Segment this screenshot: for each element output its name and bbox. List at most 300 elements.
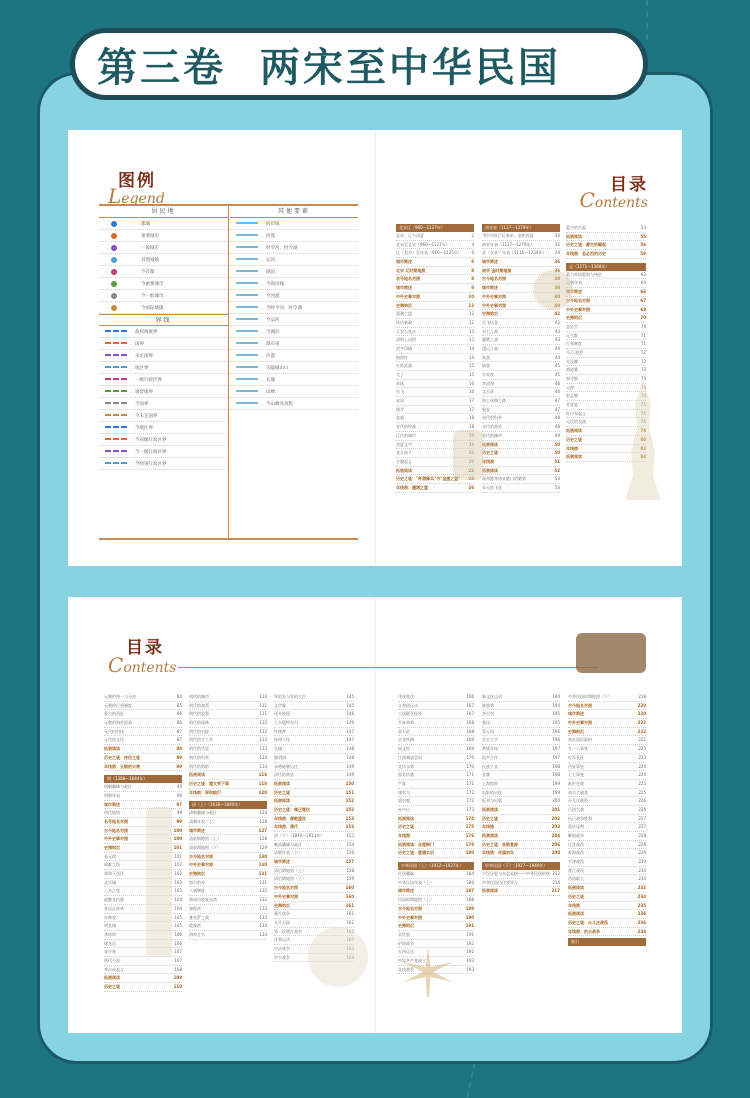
toc-entry[interactable] (482, 693, 560, 702)
legend-label: 今一般城市 (141, 293, 164, 299)
toc-entry[interactable] (568, 728, 646, 737)
toc-entry-title: 理学 (396, 406, 404, 412)
toc-entry-title: 拓展阅读 (396, 467, 412, 473)
toc-entry-page: 16 (468, 389, 474, 395)
toc-entry[interactable] (274, 745, 354, 754)
toc-entry[interactable] (274, 710, 354, 719)
toc-entry[interactable] (104, 728, 182, 737)
toc-entry-page: 166 (466, 694, 474, 699)
toc-entry[interactable] (482, 406, 560, 415)
toc-entry-page: 178 (465, 841, 474, 847)
toc-entry[interactable] (398, 823, 474, 832)
toc-entry[interactable] (104, 792, 182, 801)
toc-entry[interactable] (274, 806, 354, 815)
toc-entry[interactable] (398, 849, 474, 858)
toc-entry[interactable] (568, 693, 646, 702)
toc-entry[interactable] (568, 928, 646, 937)
toc-entry[interactable] (274, 702, 354, 711)
toc-entry-page: 16 (468, 380, 474, 386)
toc-entry[interactable] (568, 841, 646, 850)
toc-entry-title: 岳飞 (396, 389, 404, 395)
volume-title: 第三卷 两宋至中华民国 (97, 44, 561, 91)
toc-entry[interactable] (189, 702, 267, 711)
toc-entry[interactable] (566, 401, 646, 410)
toc-entry[interactable] (104, 763, 182, 772)
toc-entry[interactable] (482, 328, 560, 337)
toc-entry[interactable] (482, 745, 560, 754)
toc-entry[interactable] (482, 362, 560, 371)
toc-entry[interactable] (398, 789, 474, 798)
toc-entry[interactable] (482, 388, 560, 397)
toc-entry[interactable] (482, 789, 560, 798)
toc-entry[interactable] (104, 702, 182, 711)
toc-entry[interactable] (189, 887, 267, 896)
toc-entry[interactable] (482, 380, 560, 389)
toc-entry[interactable] (568, 736, 646, 745)
toc-entry[interactable] (482, 475, 560, 484)
toc-entry[interactable] (396, 319, 474, 328)
toc-entry-title: 方腊起义 (396, 458, 412, 464)
toc-entry[interactable] (482, 432, 560, 441)
legend-row (230, 242, 358, 254)
toc-entry[interactable] (482, 870, 560, 879)
toc-entry[interactable] (189, 914, 267, 923)
toc-entry[interactable] (398, 815, 474, 824)
toc-entry[interactable] (189, 818, 267, 827)
toc-entry-page: 236 (637, 919, 646, 925)
toc-entry[interactable] (566, 314, 646, 323)
toc-entry[interactable] (189, 827, 267, 836)
toc-entry[interactable] (482, 832, 560, 841)
toc-entry[interactable] (396, 484, 474, 493)
toc-entry[interactable] (274, 719, 354, 728)
toc-entry[interactable] (396, 354, 474, 363)
toc-entry[interactable] (396, 258, 474, 267)
toc-entry[interactable] (482, 249, 560, 258)
toc-entry[interactable] (568, 823, 646, 832)
toc-entry[interactable] (274, 875, 354, 884)
toc-entry[interactable] (398, 940, 474, 949)
toc-entry[interactable] (274, 797, 354, 806)
toc-entry[interactable] (104, 754, 182, 763)
toc-entry-page: 112 (259, 728, 267, 734)
legend-symbol (236, 354, 258, 357)
toc-entry[interactable] (274, 867, 354, 876)
toc-entry[interactable] (274, 736, 354, 745)
toc-entry[interactable] (104, 974, 182, 983)
toc-entry[interactable] (274, 858, 354, 867)
toc-entry-title: 雅克萨之战 (189, 914, 209, 920)
toc-entry[interactable] (398, 931, 474, 940)
toc-entry-page: 158 (346, 867, 354, 873)
toc-entry[interactable] (398, 771, 474, 780)
toc-entry[interactable] (566, 297, 646, 306)
toc-entry[interactable] (396, 371, 474, 380)
toc-entry[interactable] (482, 719, 560, 728)
toc-entry[interactable] (396, 336, 474, 345)
toc-entry[interactable] (104, 983, 182, 992)
toc-entry[interactable] (274, 919, 354, 928)
toc-entry[interactable] (396, 249, 474, 258)
toc-entry-title: 中华民国时期地图（下） (568, 694, 612, 699)
toc-entry[interactable] (482, 232, 560, 241)
toc-entry[interactable] (398, 763, 474, 772)
toc-entry[interactable] (104, 966, 182, 975)
toc-entry[interactable] (566, 366, 646, 375)
toc-entry-title: 土木之变 (104, 888, 120, 894)
toc-entry[interactable] (568, 771, 646, 780)
toc-entry-page: 14 (468, 345, 474, 351)
toc-entry[interactable] (189, 922, 267, 931)
toc-entry[interactable] (189, 754, 267, 763)
toc-entry[interactable] (482, 423, 560, 432)
legend-row (230, 290, 358, 302)
toc-entry[interactable] (568, 797, 646, 806)
toc-entry[interactable] (482, 780, 560, 789)
toc-entry[interactable] (189, 861, 267, 870)
toc-entry[interactable] (482, 319, 560, 328)
toc-entry[interactable] (189, 835, 267, 844)
toc-entry[interactable] (566, 392, 646, 401)
toc-entry[interactable] (482, 887, 560, 896)
toc-entry[interactable] (568, 763, 646, 772)
toc-entry[interactable] (398, 702, 474, 711)
legend-label: 今地区界 (135, 425, 153, 431)
toc-entry[interactable] (398, 754, 474, 763)
toc-entry-title: 苏轼 (396, 380, 404, 386)
toc-entry[interactable] (274, 815, 354, 824)
toc-entry-title: 赵孟頫 (566, 393, 578, 399)
toc-entry[interactable] (396, 414, 474, 423)
toc-entry[interactable] (566, 288, 646, 297)
toc-entry-page: 145 (346, 694, 354, 699)
legend-symbol (236, 306, 258, 309)
toc-entry[interactable] (568, 875, 646, 884)
toc-entry[interactable] (396, 232, 474, 241)
toc-entry[interactable] (566, 241, 646, 250)
toc-entry[interactable] (189, 870, 267, 879)
toc-entry-title: 拓展阅读 (189, 772, 205, 778)
toc-entry-title: 中外史事对照 (189, 862, 213, 868)
toc-entry-title: 拓展阅读 (482, 833, 498, 838)
toc-entry[interactable] (568, 867, 646, 876)
toc-entry[interactable] (189, 719, 267, 728)
toc-entry[interactable] (189, 809, 267, 818)
toc-entry[interactable] (566, 340, 646, 349)
toc-entry[interactable] (398, 719, 474, 728)
toc-entry[interactable] (396, 406, 474, 415)
toc-entry-page: 114 (259, 763, 267, 769)
toc-entry[interactable] (482, 841, 560, 850)
toc-entry[interactable] (568, 832, 646, 841)
legend-symbol (111, 269, 117, 275)
toc-entry-title: 清后期地图（上） (274, 867, 306, 873)
toc-entry-page: 111 (259, 711, 267, 717)
toc-entry[interactable] (398, 870, 474, 879)
toc-entry-page: 42 (554, 311, 560, 317)
toc-entry-page: 106 (174, 940, 182, 946)
toc-entry[interactable] (398, 780, 474, 789)
toc-entry[interactable] (482, 728, 560, 737)
toc-entry[interactable] (274, 902, 354, 911)
toc-entry[interactable] (396, 345, 474, 354)
toc-entry[interactable] (566, 410, 646, 419)
toc-entry-page: 13 (468, 328, 474, 334)
toc-entry[interactable] (568, 893, 646, 902)
toc-entry[interactable] (482, 354, 560, 363)
toc-entry[interactable] (482, 336, 560, 345)
toc-entry[interactable] (482, 467, 560, 476)
toc-entry-title: 明朝年表 (104, 792, 120, 798)
toc-entry-page: 195 (552, 711, 560, 717)
toc-entry[interactable] (189, 879, 267, 888)
toc-entry[interactable] (568, 789, 646, 798)
legend-label: 关隘城山口 (266, 365, 289, 371)
toc-entry[interactable] (274, 728, 354, 737)
toc-entry-page: 167 (466, 702, 474, 708)
toc-entry[interactable] (189, 789, 267, 798)
toc-entry-title: 南宋 金时期地图 (482, 267, 512, 273)
toc-entry[interactable] (482, 754, 560, 763)
toc-entry-title: 黄道婆 (566, 367, 578, 373)
toc-entry[interactable] (566, 306, 646, 315)
toc-entry[interactable] (396, 293, 474, 302)
toc-entry[interactable] (396, 310, 474, 319)
toc-entry[interactable] (274, 849, 354, 858)
toc-entry[interactable] (274, 893, 354, 902)
toc-entry[interactable] (568, 910, 646, 919)
toc-entry[interactable] (566, 271, 646, 280)
toc-entry[interactable] (566, 250, 646, 259)
toc-entry[interactable] (104, 693, 182, 702)
toc-entry[interactable] (396, 397, 474, 406)
legend-symbol (111, 233, 117, 239)
toc-entry[interactable] (482, 241, 560, 250)
toc-entry-title: 蒙古的西征 (104, 711, 124, 717)
toc-entry-title: 朱熹 (482, 354, 490, 360)
toc-entry-title: 朱元璋 (104, 853, 116, 859)
toc-entry[interactable] (568, 902, 646, 911)
toc-entry-title: 徐光启 (104, 940, 116, 946)
toc-entry[interactable] (189, 853, 267, 862)
toc-entry[interactable] (568, 858, 646, 867)
toc-entry[interactable] (566, 375, 646, 384)
toc-column (398, 693, 474, 974)
toc-entry[interactable] (274, 789, 354, 798)
toc-entry[interactable] (189, 710, 267, 719)
legend-col-other (230, 206, 358, 538)
toc-entry[interactable] (568, 919, 646, 928)
toc-entry-page: 46 (554, 380, 560, 386)
toc-entry[interactable] (566, 279, 646, 288)
toc-entry[interactable] (398, 922, 474, 931)
toc-entry[interactable] (274, 754, 354, 763)
toc-entry[interactable] (482, 710, 560, 719)
toc-entry[interactable] (482, 815, 560, 824)
toc-entry[interactable] (396, 267, 474, 276)
toc-entry[interactable] (274, 771, 354, 780)
toc-entry[interactable] (482, 736, 560, 745)
toc-entry[interactable] (189, 780, 267, 789)
contents-title-en: Contents (108, 653, 177, 677)
toc-entry[interactable] (482, 823, 560, 832)
toc-entry[interactable] (104, 710, 182, 719)
toc-entry[interactable] (568, 719, 646, 728)
toc-entry[interactable] (398, 879, 474, 888)
toc-entry[interactable] (482, 763, 560, 772)
toc-entry-title: 西夏文字 (396, 441, 412, 447)
toc-entry[interactable] (274, 832, 354, 841)
toc-entry-title: 同文馆 (398, 746, 410, 752)
toc-entry[interactable] (274, 823, 354, 832)
toc-entry[interactable] (396, 302, 474, 311)
toc-entry[interactable] (482, 849, 560, 858)
toc-entry[interactable] (398, 693, 474, 702)
toc-entry-page: 151 (345, 789, 354, 795)
toc-entry-title: 圆明园 (274, 754, 286, 760)
toc-entry-title: 京张铁路 (398, 737, 414, 743)
toc-entry[interactable] (189, 844, 267, 853)
toc-entry[interactable] (398, 896, 474, 905)
toc-entry-title: 文字狱 (274, 702, 286, 708)
toc-entry[interactable] (566, 323, 646, 332)
legend-label: 今山峰及高程 (266, 401, 293, 407)
toc-entry[interactable] (104, 745, 182, 754)
toc-entry[interactable] (482, 806, 560, 815)
toc-entry[interactable] (482, 458, 560, 467)
toc-entry[interactable] (568, 806, 646, 815)
toc-entry[interactable] (274, 884, 354, 893)
toc-entry[interactable] (566, 427, 646, 436)
toc-entry[interactable] (482, 797, 560, 806)
toc-entry-page: 113 (259, 746, 267, 752)
toc-entry[interactable] (396, 388, 474, 397)
toc-entry[interactable] (482, 441, 560, 450)
toc-entry-page: 236 (637, 911, 646, 917)
toc-entry-title: 岳飞抗金 (482, 319, 498, 325)
toc-entry[interactable] (568, 780, 646, 789)
toc-entry[interactable] (568, 754, 646, 763)
toc-entry-page: 90 (176, 763, 182, 769)
toc-entry[interactable] (398, 806, 474, 815)
toc-entry[interactable] (566, 233, 646, 242)
toc-entry[interactable] (189, 745, 267, 754)
toc-entry-title: 戚继光抗倭 (104, 897, 124, 903)
toc-entry[interactable] (482, 414, 560, 423)
toc-entry[interactable] (568, 710, 646, 719)
toc-entry-title: 东林党 (104, 914, 116, 920)
toc-entry[interactable] (482, 258, 560, 267)
toc-entry-title: 李自成起义 (104, 966, 124, 972)
toc-entry[interactable] (274, 693, 354, 702)
toc-entry[interactable] (104, 957, 182, 966)
toc-entry[interactable] (398, 710, 474, 719)
toc-entry-title: 元朝的行省制度 (104, 702, 132, 708)
legend-symbol (236, 402, 258, 405)
toc-entry[interactable] (398, 832, 474, 841)
toc-entry[interactable] (398, 736, 474, 745)
toc-entry[interactable] (189, 693, 267, 702)
toc-entry[interactable] (566, 332, 646, 341)
toc-entry-page: 15 (468, 372, 474, 377)
toc-entry[interactable] (568, 702, 646, 711)
toc-entry[interactable] (189, 763, 267, 772)
toc-entry-page: 102 (174, 862, 182, 868)
toc-entry[interactable] (482, 702, 560, 711)
toc-entry[interactable] (189, 728, 267, 737)
toc-entry-page: 234 (637, 893, 646, 899)
toc-entry[interactable] (482, 310, 560, 319)
toc-entry[interactable] (482, 371, 560, 380)
legend-label: 海岸线 (266, 221, 280, 227)
toc-entry[interactable] (396, 380, 474, 389)
toc-entry[interactable] (568, 849, 646, 858)
toc-entry[interactable] (398, 841, 474, 850)
toc-entry[interactable] (189, 771, 267, 780)
toc-entry[interactable] (396, 275, 474, 284)
toc-entry[interactable] (566, 384, 646, 393)
toc-entry-page: 194 (552, 702, 560, 708)
toc-entry[interactable] (398, 914, 474, 923)
toc-entry-page: 230 (638, 876, 646, 882)
toc-entry[interactable] (482, 771, 560, 780)
toc-entry-page: 110 (173, 984, 182, 989)
toc-entry[interactable] (398, 745, 474, 754)
toc-entry[interactable] (396, 284, 474, 293)
legend-symbol (105, 378, 127, 381)
toc-entry[interactable] (398, 728, 474, 737)
toc-entry[interactable] (396, 241, 474, 250)
toc-entry[interactable] (104, 736, 182, 745)
toc-entry[interactable] (566, 224, 646, 233)
toc-entry[interactable] (274, 841, 354, 850)
toc-entry[interactable] (398, 797, 474, 806)
toc-entry[interactable] (398, 905, 474, 914)
toc-entry[interactable] (189, 736, 267, 745)
toc-entry[interactable] (396, 362, 474, 371)
toc-entry[interactable] (189, 896, 267, 905)
legend-label: 今首都 (141, 269, 155, 275)
toc-entry[interactable] (398, 887, 474, 896)
legend-symbol (105, 342, 127, 345)
toc-entry[interactable] (482, 484, 560, 493)
toc-entry[interactable] (274, 910, 354, 919)
toc-entry[interactable] (396, 328, 474, 337)
toc-entry[interactable] (482, 345, 560, 354)
toc-entry[interactable] (568, 745, 646, 754)
toc-entry[interactable] (568, 884, 646, 893)
toc-entry[interactable] (566, 349, 646, 358)
toc-entry-title: 古今地名对照 (482, 276, 506, 282)
legend-label: 今国际城镇 (141, 305, 164, 311)
toc-entry[interactable] (482, 449, 560, 458)
toc-entry[interactable] (482, 397, 560, 406)
toc-entry[interactable] (274, 780, 354, 789)
toc-entry-title: 元朝的统一与分封 (104, 694, 136, 699)
toc-entry[interactable] (189, 931, 267, 940)
toc-entry[interactable] (274, 763, 354, 772)
toc-entry[interactable] (189, 905, 267, 914)
toc-entry[interactable] (482, 879, 560, 888)
toc-entry[interactable] (398, 948, 474, 957)
legend-row (230, 278, 358, 290)
toc-entry[interactable] (568, 815, 646, 824)
toc-entry[interactable] (566, 418, 646, 427)
toc-entry[interactable] (566, 358, 646, 367)
toc-entry[interactable] (104, 719, 182, 728)
toc-entry[interactable] (104, 783, 182, 792)
toc-entry-page: 64 (640, 280, 646, 286)
